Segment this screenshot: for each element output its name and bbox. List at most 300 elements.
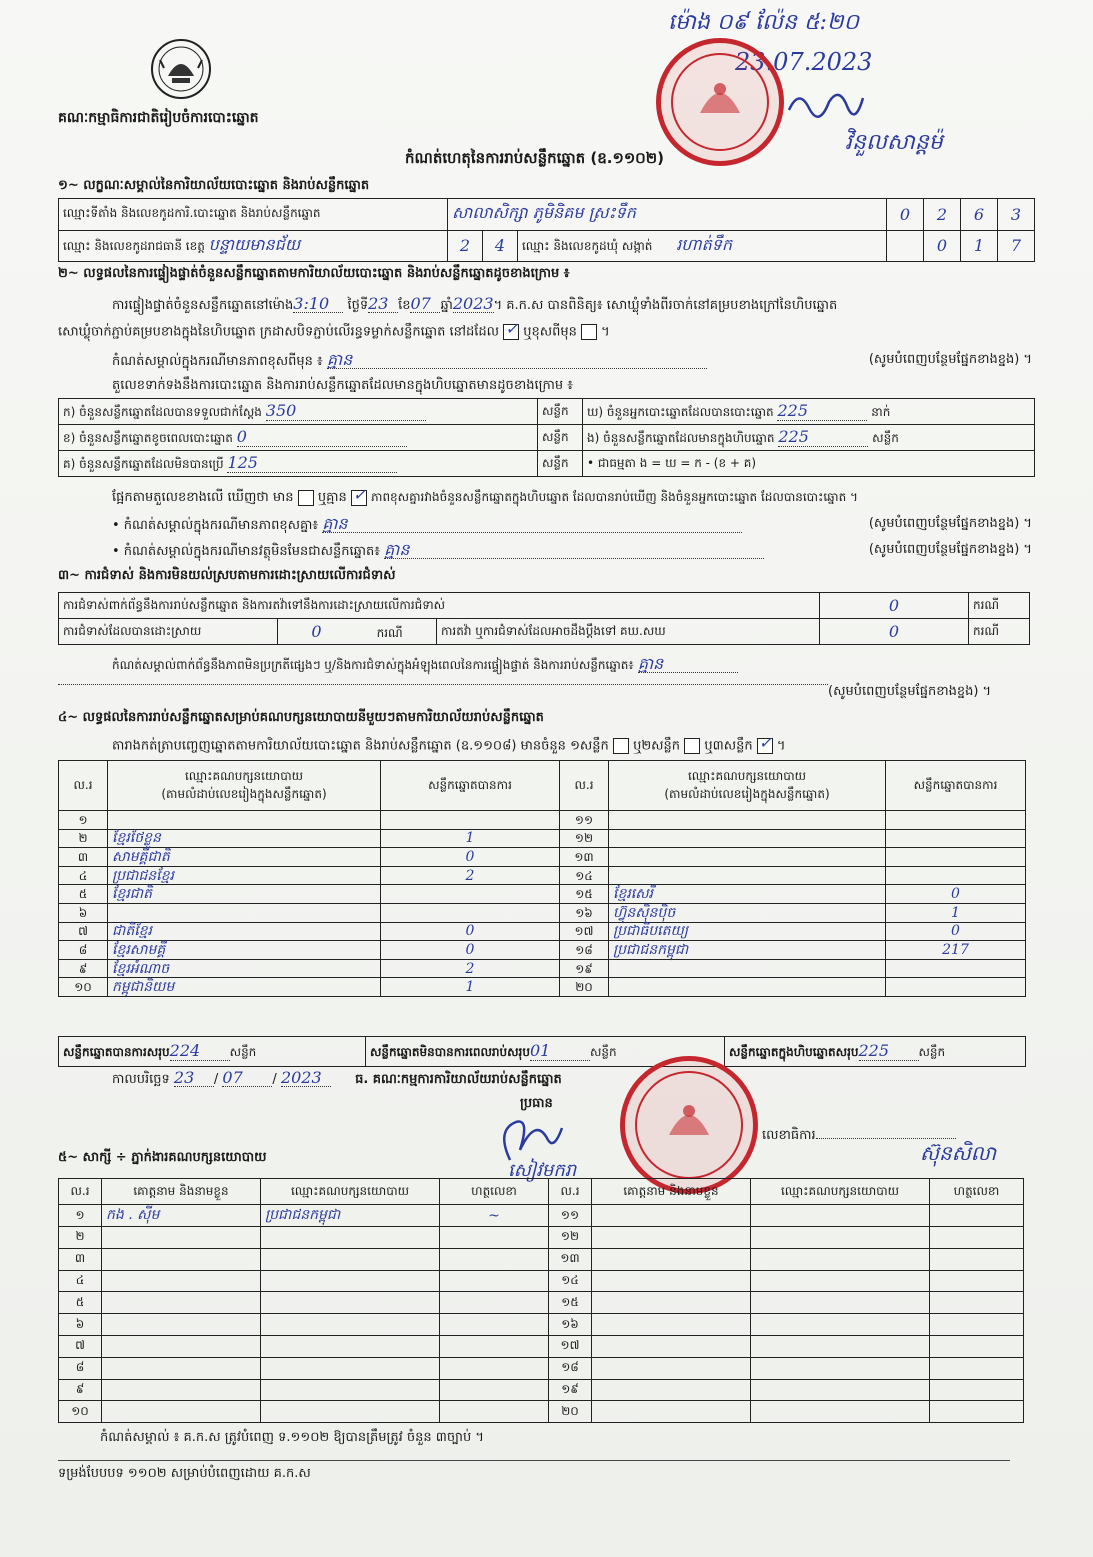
witness-party bbox=[261, 1314, 440, 1336]
col-votes-right: សន្លឹកឆ្នោតបានការ bbox=[886, 761, 1026, 811]
figures-table bbox=[58, 398, 1035, 477]
witness-name bbox=[102, 1357, 261, 1379]
figure-d-value: 225 bbox=[777, 401, 867, 421]
commune-code-digit: 7 bbox=[998, 230, 1035, 262]
witness-party bbox=[751, 1205, 930, 1227]
change-note-hint: (សូមបំពេញបន្ថែមផ្នែកខាងខ្នង) ។ bbox=[868, 352, 1032, 367]
diff-note-label: • កំណត់សម្គាល់ក្នុងករណីមានភាពខុសគ្នា៖ bbox=[112, 518, 319, 533]
verification-day: 23 bbox=[368, 296, 398, 313]
witness-party bbox=[751, 1335, 930, 1357]
section4-heading: ៤~ លទ្ធផលនៃការរាប់សន្លឹកឆ្នោតសម្រាប់គណបក្សនយោបាយនីមួយៗតាមការិយាល័យរាប់សន្លឹកឆ្នោត bbox=[58, 710, 544, 725]
commune-code-blank bbox=[887, 230, 924, 262]
col-party-right bbox=[609, 761, 886, 811]
org-name: គណៈកម្មាធិការជាតិរៀបចំការបោះឆ្នោត bbox=[58, 110, 259, 126]
results-row bbox=[59, 922, 1026, 941]
object-note-value: គ្មាន bbox=[384, 542, 764, 559]
witness-row bbox=[59, 1379, 1024, 1401]
witness-signature bbox=[930, 1248, 1024, 1270]
witness-no: ៩ bbox=[59, 1379, 102, 1401]
total-box-value: 225 bbox=[859, 1041, 919, 1061]
witness-col-name-left: គោត្តនាម និងនាមខ្លួន bbox=[102, 1179, 261, 1205]
irregularity-note-dots bbox=[58, 684, 828, 685]
result-party: ហ៊្វុនស៊ិនប៉ិច bbox=[609, 903, 886, 922]
witness-party bbox=[751, 1248, 930, 1270]
objection-row2-label: ការជំទាស់ដែលបានដោះស្រាយ bbox=[59, 619, 278, 645]
result-votes bbox=[886, 866, 1026, 885]
commune-cell bbox=[518, 230, 887, 262]
one-sheet-checkbox[interactable] bbox=[613, 738, 629, 754]
total-invalid-value: 01 bbox=[530, 1041, 590, 1061]
figure-e-unit: សន្លឹក bbox=[872, 431, 899, 445]
figure-d-label: ឃ) ចំនួនអ្នកបោះឆ្នោតដែលបានបោះឆ្នោត bbox=[587, 405, 774, 419]
result-no: ១៨ bbox=[560, 941, 609, 960]
col-party-left-sub: (តាមលំដាប់លេខរៀងក្នុងសន្លឹកឆ្នោត) bbox=[161, 786, 327, 801]
result-votes: 0 bbox=[381, 941, 560, 960]
figure-e-value: 225 bbox=[778, 427, 868, 447]
witness-name bbox=[102, 1227, 261, 1249]
witness-row bbox=[59, 1292, 1024, 1314]
month-label: ខែ bbox=[398, 298, 411, 313]
col-votes-left: សន្លឹកឆ្នោតបានការ bbox=[381, 761, 560, 811]
figure-c-value: 125 bbox=[227, 453, 397, 473]
date-label: កាលបរិច្ឆេទ bbox=[112, 1072, 170, 1087]
witness-signature bbox=[440, 1270, 549, 1292]
top-handwriting-date: 23.07.2023 bbox=[735, 48, 873, 76]
result-votes bbox=[381, 885, 560, 904]
results-row bbox=[59, 941, 1026, 960]
total-box-label: សន្លឹកឆ្នោតក្នុងហិបឆ្នោតសរុប bbox=[729, 1045, 859, 1059]
total-invalid-unit: សន្លឹក bbox=[589, 1045, 617, 1059]
date-day: 23 bbox=[174, 1070, 214, 1087]
witness-signature bbox=[440, 1401, 549, 1423]
witness-row bbox=[59, 1205, 1024, 1227]
has-diff-checkbox[interactable] bbox=[298, 490, 314, 506]
compare-text: ផ្អែកតាមតួលេខខាងលើ ឃើញថា មាន bbox=[112, 490, 294, 505]
result-no: ១៦ bbox=[560, 903, 609, 922]
result-no: ១ bbox=[59, 811, 108, 830]
result-votes bbox=[381, 811, 560, 830]
province-cell bbox=[59, 230, 448, 262]
verification-paragraph bbox=[112, 296, 837, 314]
change-note-label: កំណត់សម្គាល់ក្នុងករណីមានភាពខុសពីមុន ៖ bbox=[112, 354, 323, 369]
witness-name bbox=[102, 1335, 261, 1357]
witness-name bbox=[592, 1401, 751, 1423]
figure-item-d bbox=[583, 399, 1035, 425]
result-votes: 0 bbox=[381, 922, 560, 941]
result-no: ១២ bbox=[560, 829, 609, 848]
change-note-line bbox=[112, 352, 1032, 370]
result-no: ៦ bbox=[59, 903, 108, 922]
witness-no: ៨ bbox=[59, 1357, 102, 1379]
form-footer: ទម្រង់បែបបទ ១១០២ សម្រាប់បំពេញដោយ គ.ក.ស bbox=[58, 1466, 311, 1481]
figure-formula: • ជាធម្មតា ង = ឃ = ក - (ខ + គ) bbox=[583, 451, 1035, 477]
results-row bbox=[59, 848, 1026, 867]
witness-table bbox=[58, 1178, 1024, 1423]
province-code-digit: 4 bbox=[483, 230, 518, 262]
objection-row1-unit: ករណី bbox=[969, 593, 1030, 619]
witness-party bbox=[261, 1379, 440, 1401]
location-code-digit: 3 bbox=[998, 199, 1035, 231]
same-checkbox[interactable]: ✓ bbox=[505, 319, 519, 338]
result-party: ប្រជាជនខ្មែរ bbox=[108, 866, 381, 885]
result-party: ខ្មែរថែខ្លួន bbox=[108, 829, 381, 848]
result-votes bbox=[886, 978, 1026, 997]
witness-party bbox=[751, 1357, 930, 1379]
result-no: ១១ bbox=[560, 811, 609, 830]
verification-time: 3:10 bbox=[293, 296, 343, 313]
object-note-hint: (សូមបំពេញបន្ថែមផ្នែកខាងខ្នង) ។ bbox=[868, 542, 1032, 557]
chair-signature: សៀវមករា bbox=[508, 1160, 577, 1181]
result-party bbox=[609, 959, 886, 978]
witness-name bbox=[102, 1314, 261, 1336]
result-no: ៩ bbox=[59, 959, 108, 978]
result-party bbox=[609, 848, 886, 867]
total-box-cell bbox=[725, 1037, 1026, 1067]
result-no: ១០ bbox=[59, 978, 108, 997]
witness-signature bbox=[440, 1335, 549, 1357]
total-valid-label: សន្លឹកឆ្នោតបានការសរុប bbox=[63, 1045, 170, 1059]
witness-no: ១០ bbox=[59, 1401, 102, 1423]
year-label: ឆ្នាំ bbox=[440, 298, 453, 313]
result-party: ប្រជាធិបតេយ្យ bbox=[609, 922, 886, 941]
results-row bbox=[59, 811, 1026, 830]
witness-no: ១៦ bbox=[549, 1314, 592, 1336]
witness-row bbox=[59, 1357, 1024, 1379]
compare-rest: ភាពខុសគ្នារវាងចំនួនសន្លឹកឆ្នោតក្នុងហិបឆ្នោត ដែលបានរាប់ឃើញ និងចំនួនអ្នកបោះឆ្នោត ដែលបានបោះឆ្នោត ។ bbox=[371, 490, 858, 504]
result-party: សាមគ្គីជាតិ bbox=[108, 848, 381, 867]
result-votes bbox=[886, 829, 1026, 848]
objection-row1-value: 0 bbox=[820, 593, 969, 619]
witness-party bbox=[751, 1292, 930, 1314]
three-sheets-label: ឬ៣សន្លឹក bbox=[704, 738, 753, 754]
witness-body bbox=[59, 1205, 1024, 1423]
figure-c-unit: សន្លឹក bbox=[538, 451, 583, 477]
witness-party bbox=[751, 1379, 930, 1401]
location-label: ឈ្មោះទីតាំង និងលេខកូដការិ.បោះឆ្នោត និងរាប់សន្លឹកឆ្នោត bbox=[59, 199, 448, 231]
official-stamp-bottom bbox=[620, 1056, 758, 1194]
figure-b-label: ខ) ចំនួនសន្លឹកឆ្នោតខូចពេលបោះឆ្នោត bbox=[63, 431, 233, 445]
location-value: សាលាសិក្សា ភូមិនិគម ស្រះទឹក bbox=[448, 199, 887, 231]
result-votes: 1 bbox=[381, 978, 560, 997]
result-party: ខ្មែរជាតិ bbox=[108, 885, 381, 904]
witness-no: ៥ bbox=[59, 1292, 102, 1314]
col-party-right-title: ឈ្មោះគណបក្សនយោបាយ bbox=[687, 768, 807, 783]
witness-no: ១៤ bbox=[549, 1270, 592, 1292]
witness-name bbox=[102, 1248, 261, 1270]
diff-note-value: គ្មាន bbox=[322, 516, 742, 533]
commune-code-digit: 0 bbox=[924, 230, 961, 262]
result-no: ២ bbox=[59, 829, 108, 848]
witness-col-party-right: ឈ្មោះគណបក្សនយោបាយ bbox=[751, 1179, 930, 1205]
secretary-signature: ស៊ុនសិលា bbox=[920, 1141, 997, 1165]
witness-name bbox=[592, 1292, 751, 1314]
diff-note-hint: (សូមបំពេញបន្ថែមផ្នែកខាងខ្នង) ។ bbox=[868, 516, 1032, 531]
location-code-digit: 6 bbox=[961, 199, 998, 231]
result-party bbox=[609, 866, 886, 885]
result-votes bbox=[886, 811, 1026, 830]
province-code-digit: 2 bbox=[448, 230, 483, 262]
commune-code-digit: 1 bbox=[961, 230, 998, 262]
result-no: ៥ bbox=[59, 885, 108, 904]
objection-appeal-value: 0 bbox=[820, 619, 969, 645]
result-no: ៧ bbox=[59, 922, 108, 941]
figure-c-label: គ) ចំនួនសន្លឹកឆ្នោតដែលមិនបានប្រើ bbox=[63, 457, 224, 471]
not-same-checkbox[interactable] bbox=[581, 324, 597, 340]
result-no: ១៥ bbox=[560, 885, 609, 904]
result-no: ១៧ bbox=[560, 922, 609, 941]
witness-signature bbox=[440, 1292, 549, 1314]
witness-party bbox=[751, 1401, 930, 1423]
figure-a-unit: សន្លឹក bbox=[538, 399, 583, 425]
result-votes: 0 bbox=[886, 885, 1026, 904]
result-party bbox=[609, 978, 886, 997]
col-no-right: ល.រ bbox=[560, 761, 609, 811]
change-note-value: គ្មាន bbox=[327, 352, 707, 369]
objections-table bbox=[58, 592, 1030, 645]
result-party: កម្ពុជានិយម bbox=[108, 978, 381, 997]
witness-party bbox=[261, 1357, 440, 1379]
official-stamp-top bbox=[656, 38, 784, 166]
witness-row bbox=[59, 1270, 1024, 1292]
results-row bbox=[59, 866, 1026, 885]
result-party bbox=[609, 829, 886, 848]
witness-party bbox=[261, 1335, 440, 1357]
witness-col-sign-right: ហត្ថលេខា bbox=[930, 1179, 1024, 1205]
province-label: ឈ្មោះ និងលេខកូដរាជធានី ខេត្ត bbox=[63, 238, 205, 253]
witness-name bbox=[102, 1379, 261, 1401]
result-party: ខ្មែរអំណាច bbox=[108, 959, 381, 978]
witness-name bbox=[102, 1292, 261, 1314]
day-label: ថ្ងៃទី bbox=[347, 298, 369, 313]
section1-heading: ១~ លក្ខណៈសម្គាល់នៃការិយាល័យបោះឆ្នោត និងរាប់សន្លឹកឆ្នោត bbox=[58, 178, 370, 193]
object-note-label: • កំណត់សម្គាល់ក្នុងករណីមានវត្ថុមិនមែនជាសន្លឹកឆ្នោត៖ bbox=[112, 544, 380, 559]
results-row bbox=[59, 959, 1026, 978]
witness-party: ប្រជាជនកម្ពុជា bbox=[261, 1205, 440, 1227]
witness-no: ៣ bbox=[59, 1248, 102, 1270]
result-votes: 1 bbox=[381, 829, 560, 848]
col-no-left: ល.រ bbox=[59, 761, 108, 811]
result-no: ៤ bbox=[59, 866, 108, 885]
witness-no: ២ bbox=[59, 1227, 102, 1249]
witness-row bbox=[59, 1248, 1024, 1270]
witness-signature bbox=[440, 1357, 549, 1379]
irregularity-note-hint: (សូមបំពេញបន្ថែមផ្នែកខាងខ្នង) ។ bbox=[828, 684, 992, 699]
witness-signature bbox=[930, 1401, 1024, 1423]
result-party bbox=[108, 903, 381, 922]
total-valid-unit: សន្លឹក bbox=[229, 1045, 257, 1059]
result-party: ខ្មែរសាមគ្គី bbox=[108, 941, 381, 960]
witness-no: ១២ bbox=[549, 1227, 592, 1249]
figure-d-unit: នាក់ bbox=[871, 405, 891, 419]
witness-col-no-right: ល.រ bbox=[549, 1179, 592, 1205]
witness-party bbox=[261, 1227, 440, 1249]
irregularity-note-line bbox=[112, 656, 1030, 674]
tally-sheet-intro: តារាងកត់ត្រាបញ្ចេញឆ្នោតតាមការិយាល័យបោះឆ្នោត និងរាប់សន្លឹកឆ្នោត (ឧ.១១០៨) មានចំនួន ១សន្លឹក bbox=[112, 738, 609, 754]
figures-intro: តួលេខទាក់ទងនឹងការបោះឆ្នោត និងការរាប់សន្លឹកឆ្នោតដែលមានក្នុងហិបឆ្នោតមានដូចខាងក្រោម ៖ bbox=[112, 378, 573, 393]
result-party: ខ្មែរសេរី bbox=[609, 885, 886, 904]
witness-col-no-left: ល.រ bbox=[59, 1179, 102, 1205]
footer-note: កំណត់សម្គាល់ ៖ គ.ក.ស ត្រូវបំពេញ ទ.១១០២ ឱ្យបានត្រឹមត្រូវ ចំនួន ៣ច្បាប់ ។ bbox=[100, 1430, 484, 1445]
result-votes bbox=[886, 848, 1026, 867]
result-votes: 0 bbox=[381, 848, 560, 867]
witness-name bbox=[592, 1248, 751, 1270]
secretary-dots bbox=[816, 1138, 956, 1139]
two-sheets-label: ឬ២សន្លឹក bbox=[633, 738, 681, 754]
witness-name bbox=[592, 1205, 751, 1227]
witness-col-name-right: គោត្តនាម និងនាមខ្លួន bbox=[592, 1179, 751, 1205]
objection-appeal-unit: ករណី bbox=[969, 619, 1030, 645]
top-handwriting-time: ម៉ោង ០៩ ល៉ែន ៥:២០ bbox=[668, 10, 860, 35]
witness-no: ១ bbox=[59, 1205, 102, 1227]
col-party-left bbox=[108, 761, 381, 811]
results-table bbox=[58, 760, 1026, 997]
result-no: ៣ bbox=[59, 848, 108, 867]
verification-rest: ។ គ.ក.ស បានពិនិត្យ៖ សោឃ្លុំទាំងពីរចាក់នៅគម្របខាងក្រៅនៃហិបឆ្នោត bbox=[493, 298, 838, 313]
witness-signature bbox=[440, 1379, 549, 1401]
figure-a-value: 350 bbox=[266, 401, 426, 421]
witness-signature bbox=[930, 1205, 1024, 1227]
objection-resolved-value bbox=[278, 619, 437, 645]
witness-party bbox=[261, 1248, 440, 1270]
location-code-digit: 2 bbox=[924, 199, 961, 231]
chair-label: ប្រធាន bbox=[520, 1096, 553, 1111]
objection-resolved-number: 0 bbox=[311, 622, 322, 641]
diff-note-line bbox=[112, 516, 1032, 534]
total-valid-value: 224 bbox=[170, 1041, 230, 1061]
figure-b-value: 0 bbox=[237, 427, 407, 447]
witness-name bbox=[592, 1335, 751, 1357]
date-line: កាលបរិច្ឆេទ 23 / 07 / 2023 ធ. គណៈកម្មការការិយាល័យរាប់សន្លឹកឆ្នោត bbox=[112, 1068, 562, 1087]
witness-no: ១១ bbox=[549, 1205, 592, 1227]
witness-signature bbox=[930, 1227, 1024, 1249]
witness-row bbox=[59, 1227, 1024, 1249]
footer-divider bbox=[58, 1460, 1010, 1461]
province-value: បន្ទាយមានជ័យ bbox=[208, 234, 301, 254]
objection-row1-label: ការជំទាស់ពាក់ព័ន្ធនឹងការរាប់សន្លឹកឆ្នោត និងការតវ៉ាទៅនឹងការដោះស្រាយលើការជំទាស់ bbox=[59, 593, 820, 619]
figure-e-label: ង) ចំនួនសន្លឹកឆ្នោតដែលមានក្នុងហិបឆ្នោត bbox=[587, 431, 775, 445]
witness-no: ២០ bbox=[549, 1401, 592, 1423]
irregularity-note-value: គ្មាន bbox=[638, 656, 738, 673]
irregularity-note-label: កំណត់សម្គាល់ពាក់ព័ន្ធនឹងភាពមិនប្រក្រតីផ្សេងៗ ឬ/និងការជំទាស់ក្នុងអំឡុងពេលនៃការផ្ទៀងផ្ទាត់ និងការរាប់សន្លឹកឆ្នោត៖ bbox=[112, 658, 634, 672]
witness-signature bbox=[930, 1379, 1024, 1401]
two-sheets-checkbox[interactable] bbox=[684, 738, 700, 754]
location-code-digit: 0 bbox=[887, 199, 924, 231]
total-box-unit: សន្លឹក bbox=[918, 1045, 946, 1059]
figure-b-unit: សន្លឹក bbox=[538, 425, 583, 451]
witness-signature bbox=[930, 1335, 1024, 1357]
objection-appeal-label: ការតវ៉ា ឬការជំទាស់ដែលអាចដឹងប្តឹងទៅ គឃ.សឃ bbox=[437, 619, 820, 645]
result-party: ជាតិខ្មែរ bbox=[108, 922, 381, 941]
witness-row bbox=[59, 1314, 1024, 1336]
result-votes bbox=[381, 903, 560, 922]
witness-no: ១៧ bbox=[549, 1335, 592, 1357]
witness-row bbox=[59, 1401, 1024, 1423]
top-scribble-signature bbox=[785, 82, 865, 126]
objection-resolved-unit: ករណី bbox=[376, 626, 403, 640]
witness-party bbox=[751, 1314, 930, 1336]
figure-item-e bbox=[583, 425, 1035, 451]
witness-signature bbox=[930, 1270, 1024, 1292]
commune-label: ឈ្មោះ និងលេខកូដឃុំ សង្កាត់ bbox=[522, 238, 653, 253]
verification-line2-text: សោឃ្លុំចាក់ភ្ជាប់គម្របខាងក្នុងនៃហិបឆ្នោត ក្រដាសបិទភ្ជាប់លើរន្ធទម្លាក់សន្លឹកឆ្នោត នៅដដែល bbox=[58, 324, 499, 340]
results-row bbox=[59, 829, 1026, 848]
witness-signature: ~ bbox=[440, 1205, 549, 1227]
result-no: ៨ bbox=[59, 941, 108, 960]
total-valid-cell bbox=[59, 1037, 366, 1067]
witness-name bbox=[102, 1270, 261, 1292]
witness-signature bbox=[440, 1227, 549, 1249]
committee-label: ធ. គណៈកម្មការការិយាល័យរាប់សន្លឹកឆ្នោត bbox=[355, 1072, 562, 1087]
witness-no: ៤ bbox=[59, 1270, 102, 1292]
witness-no: ៧ bbox=[59, 1335, 102, 1357]
three-sheets-checkbox[interactable]: ✓ bbox=[758, 733, 773, 752]
witness-name bbox=[592, 1379, 751, 1401]
document-title: កំណត់ហេតុនៃការរាប់សន្លឹកឆ្នោត (ឧ.១១០២) bbox=[405, 149, 665, 167]
result-votes: 2 bbox=[381, 866, 560, 885]
object-note-line bbox=[112, 542, 1032, 560]
figure-item-c bbox=[59, 451, 538, 477]
witness-party bbox=[751, 1227, 930, 1249]
commune-value: រហាត់ទឹក bbox=[676, 234, 733, 254]
tally-sheet-line: តារាងកត់ត្រាបញ្ចេញឆ្នោតតាមការិយាល័យបោះឆ្នោត និងរាប់សន្លឹកឆ្នោត (ឧ.១១០៨) មានចំនួន ១សន្លឹក ឬ២សន្លឹក ឬ៣សន្លឹក ✓ ។ bbox=[112, 733, 786, 754]
result-no: ១៣ bbox=[560, 848, 609, 867]
total-invalid-label: សន្លឹកឆ្នោតមិនបានការពេលរាប់សរុប bbox=[370, 1045, 530, 1059]
witness-party bbox=[261, 1292, 440, 1314]
chair-scribble bbox=[490, 1110, 580, 1174]
result-no: ២០ bbox=[560, 978, 609, 997]
result-votes: 0 bbox=[886, 922, 1026, 941]
witness-name bbox=[592, 1357, 751, 1379]
witness-signature bbox=[440, 1248, 549, 1270]
witness-party bbox=[261, 1401, 440, 1423]
witness-party bbox=[751, 1270, 930, 1292]
witness-name bbox=[102, 1401, 261, 1423]
witness-name bbox=[592, 1227, 751, 1249]
section5-heading: ៥~ សាក្សី ÷ ភ្នាក់ងារគណបក្សនយោបាយ bbox=[58, 1150, 267, 1165]
witness-signature bbox=[930, 1292, 1024, 1314]
result-no: ១៩ bbox=[560, 959, 609, 978]
witness-no: ១៣ bbox=[549, 1248, 592, 1270]
section2-heading: ២~ លទ្ធផលនៃការផ្ទៀងផ្ទាត់ចំនួនសន្លឹកឆ្នោតតាមការិយាល័យបោះឆ្នោត និងរាប់សន្លឹកឆ្នោតដូចខាងក្រោម ៖ bbox=[58, 266, 570, 281]
or-not-same-label: ឬខុសពីមុន bbox=[523, 324, 577, 340]
results-row bbox=[59, 903, 1026, 922]
result-no: ១៤ bbox=[560, 866, 609, 885]
compare-none-label: ឬគ្មាន bbox=[317, 490, 347, 505]
date-year: 2023 bbox=[281, 1070, 331, 1087]
results-row bbox=[59, 885, 1026, 904]
result-votes bbox=[886, 959, 1026, 978]
witness-col-sign-left: ហត្ថលេខា bbox=[440, 1179, 549, 1205]
no-diff-checkbox[interactable]: ✓ bbox=[352, 484, 367, 504]
witness-name bbox=[592, 1270, 751, 1292]
secretary-label: លេខាធិការ bbox=[762, 1128, 816, 1143]
col-party-left-title: ឈ្មោះគណបក្សនយោបាយ bbox=[184, 768, 304, 783]
result-party bbox=[609, 811, 886, 830]
result-party bbox=[108, 811, 381, 830]
emblem-logo bbox=[150, 38, 212, 100]
witness-row bbox=[59, 1335, 1024, 1357]
figure-a-label: ក) ចំនួនសន្លឹកឆ្នោតដែលបានទទួលជាក់ស្តែង bbox=[63, 405, 262, 419]
date-month: 07 bbox=[222, 1070, 272, 1087]
witness-party bbox=[261, 1270, 440, 1292]
col-party-right-sub: (តាមលំដាប់លេខរៀងក្នុងសន្លឹកឆ្នោត) bbox=[664, 786, 830, 801]
result-votes: 217 bbox=[886, 941, 1026, 960]
top-handwriting-signer: វិនួលសាន្តម៉ bbox=[845, 130, 943, 155]
section3-heading: ៣~ ការជំទាស់ និងការមិនយល់ស្របតាមការដោះស្រាយលើការជំទាស់ bbox=[58, 568, 396, 583]
witness-col-party-left: ឈ្មោះគណបក្សនយោបាយ bbox=[261, 1179, 440, 1205]
totals-table bbox=[58, 1036, 1026, 1067]
compare-line bbox=[112, 484, 858, 506]
